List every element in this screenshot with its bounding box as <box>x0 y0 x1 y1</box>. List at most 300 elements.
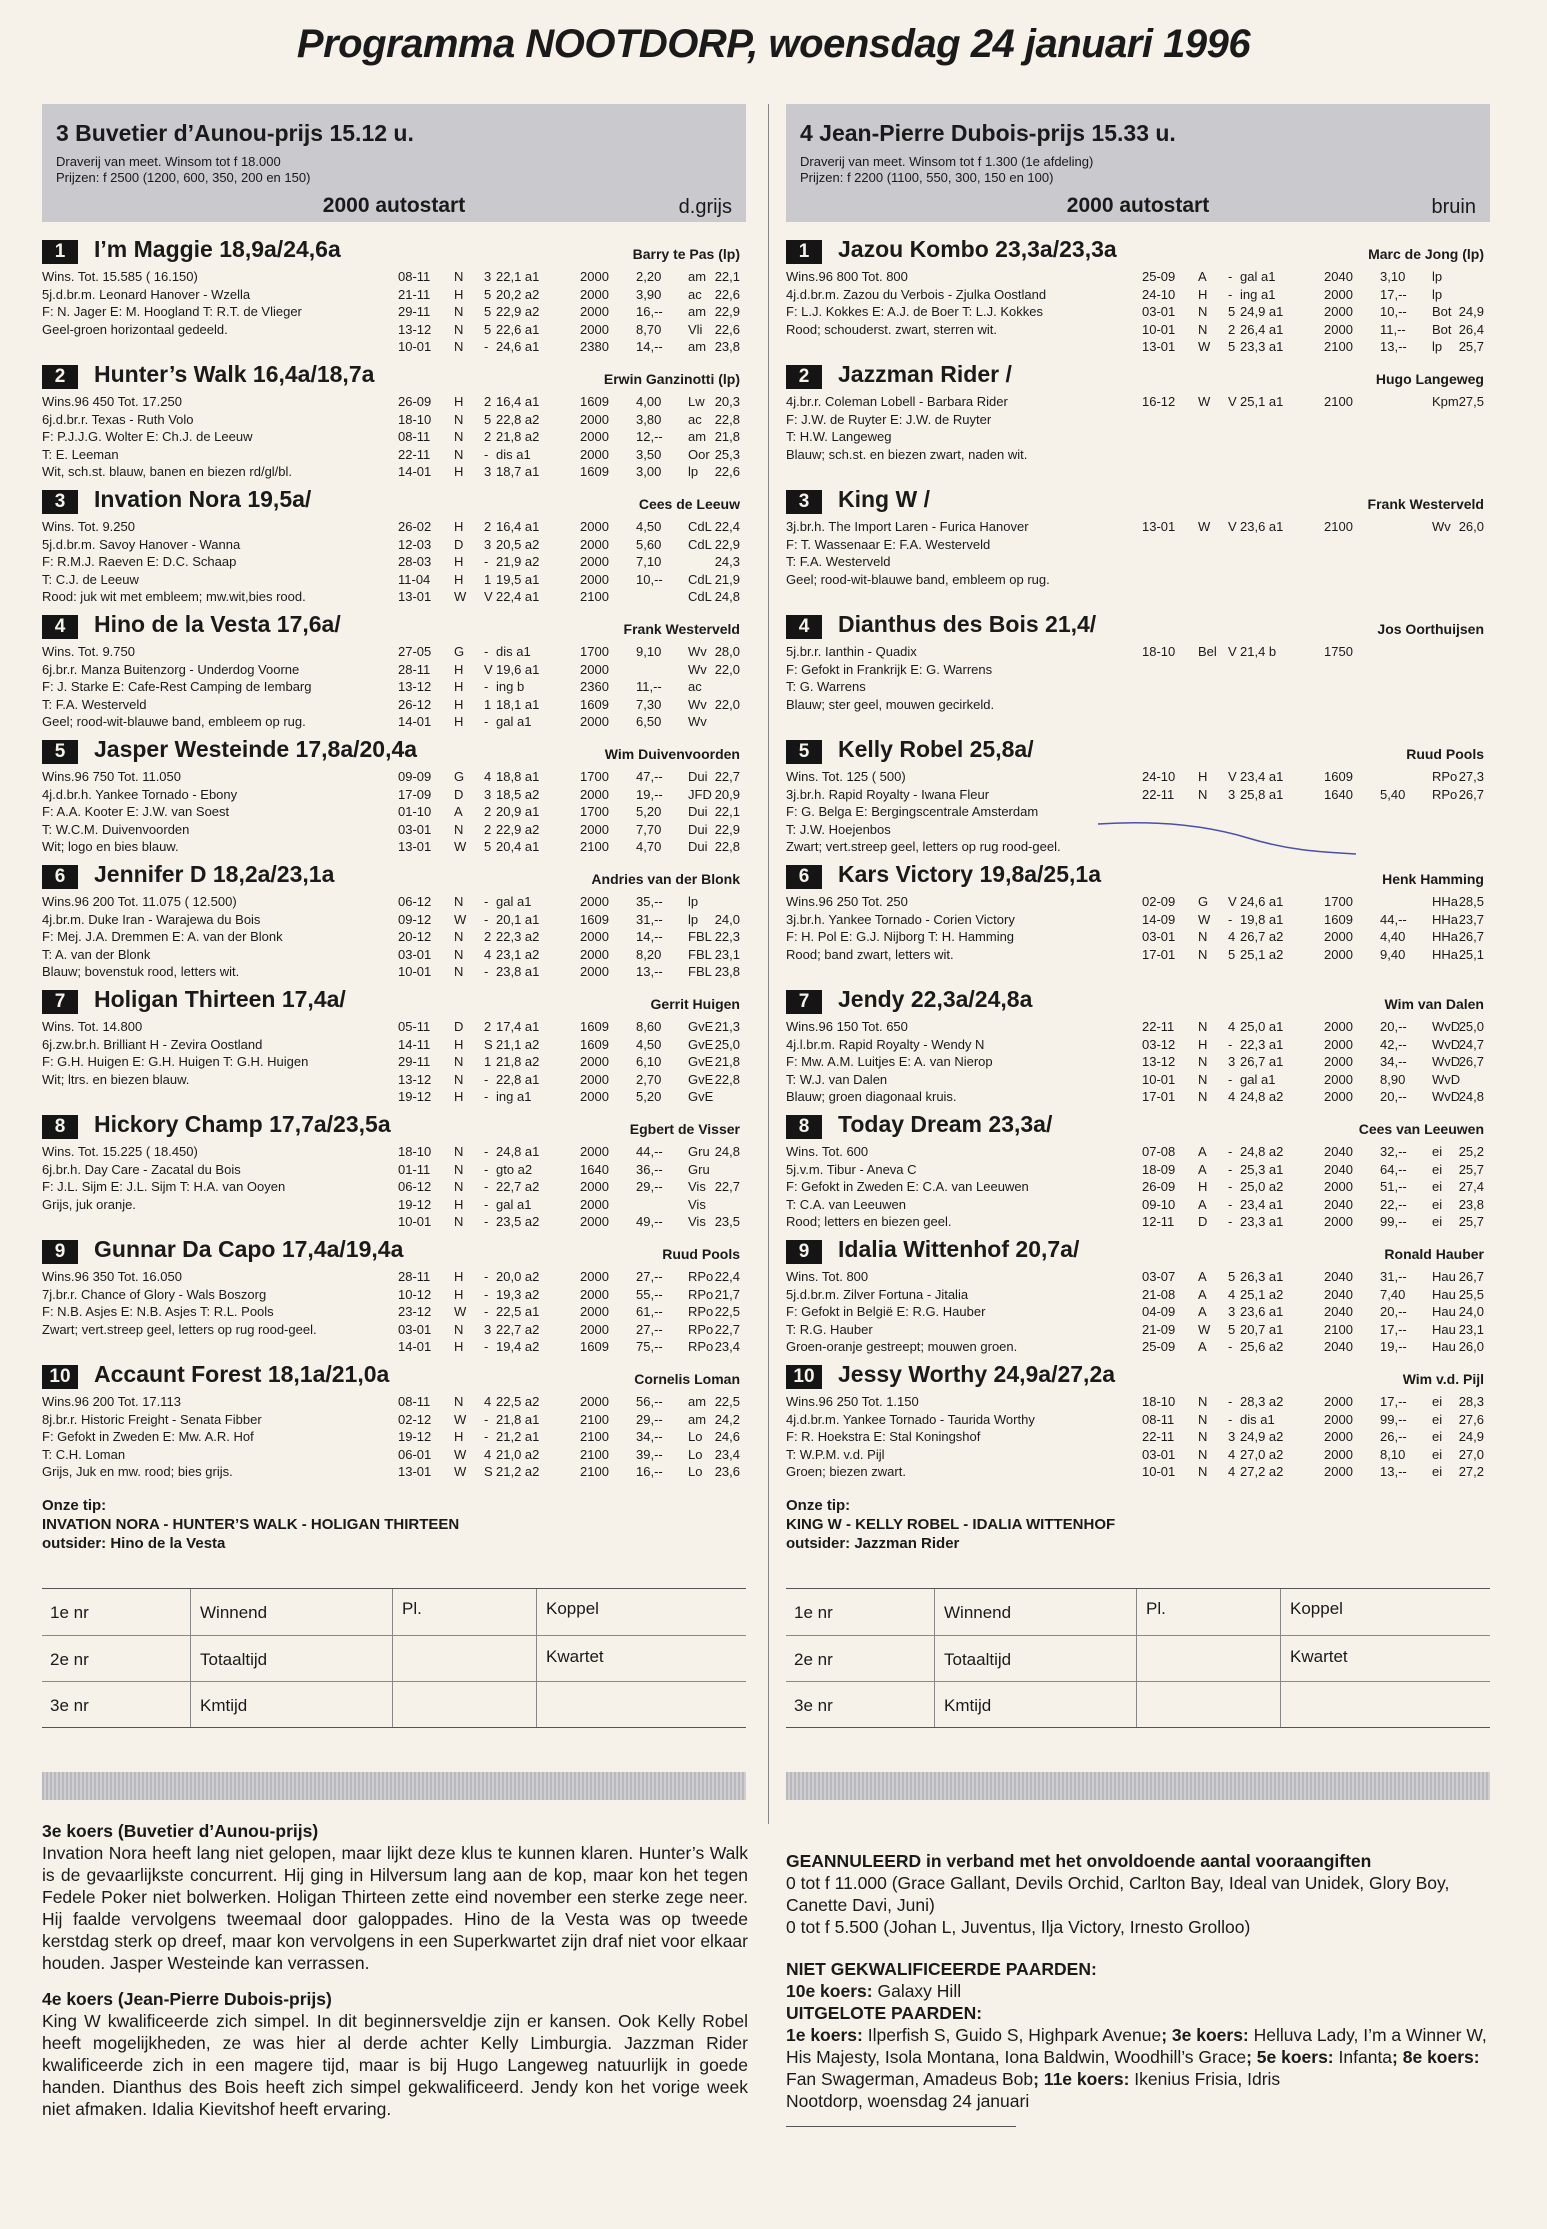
bet-kwartet-label: Kwartet <box>1290 1647 1348 1666</box>
result-cell: 2000 <box>580 1304 609 1320</box>
horse-entry <box>42 861 746 986</box>
horse-info-line: Wins.96 750 Tot. 11.050 <box>42 769 182 784</box>
horse-name: Jazou Kombo 23,3a/23,3a <box>838 236 1117 262</box>
result-cell: 04-09 <box>1142 1304 1176 1320</box>
result-cell: 2040 <box>1324 1144 1353 1159</box>
result-cell: 23,8 a1 <box>496 964 540 980</box>
result-row <box>398 661 746 679</box>
result-row <box>398 713 746 731</box>
result-row <box>398 303 746 321</box>
horse-info-line: Wins. Tot. 15.225 ( 18.450) <box>42 1144 198 1159</box>
horse-info-line: Wins.96 250 Tot. 250 <box>786 894 908 909</box>
horse-info <box>786 1393 1146 1481</box>
result-row <box>398 893 746 911</box>
past-results <box>398 1393 746 1481</box>
result-cell: 2000 <box>1324 1071 1353 1087</box>
result-cell: - <box>484 679 489 695</box>
result-cell: am <box>688 339 707 355</box>
horse-info-line: Wins. Tot. 800 <box>786 1269 869 1284</box>
result-cell: 2000 <box>580 1071 609 1087</box>
result-cell: 1 <box>484 571 492 587</box>
race-description-line: Prijzen: f 2500 (1200, 600, 350, 200 en 150) <box>56 170 311 185</box>
result-cell: W <box>1198 911 1211 927</box>
horse-info-line: T: W.P.M. v.d. Pijl <box>786 1446 885 1462</box>
tip-label: Onze tip: <box>786 1497 851 1514</box>
result-cell: 2100 <box>580 1446 609 1462</box>
result-cell: 26-09 <box>398 394 432 409</box>
result-cell: 20-12 <box>398 929 432 945</box>
result-cell: - <box>1228 1161 1233 1177</box>
bet-row <box>42 1589 746 1635</box>
result-cell: 26,3 a1 <box>1240 1269 1284 1284</box>
horse-info <box>786 518 1146 588</box>
result-cell: W <box>1198 519 1211 534</box>
result-cell: 2380 <box>580 339 609 355</box>
result-cell: gal a1 <box>496 1196 532 1212</box>
result-cell: - <box>484 1071 489 1087</box>
result-cell: 3 <box>484 1321 492 1337</box>
horse-info-line: F: Gefokt in België E: R.G. Hauber <box>786 1304 986 1320</box>
footer-rule <box>786 2126 1016 2127</box>
result-cell: 22,9 <box>714 536 740 552</box>
result-cell: 2000 <box>580 1286 609 1302</box>
result-row <box>1142 928 1490 946</box>
result-row <box>1142 1446 1490 1464</box>
horse-header <box>42 861 746 891</box>
result-cell: 09-12 <box>398 911 432 927</box>
driver-name: Marc de Jong (lp) <box>1368 246 1484 262</box>
result-cell: N <box>454 411 464 427</box>
result-cell: HHa <box>1432 911 1459 927</box>
horse-info <box>42 518 402 606</box>
result-cell: CdL <box>688 589 712 605</box>
result-cell: 25,8 a1 <box>1240 786 1284 802</box>
past-results <box>398 518 746 606</box>
horse-name: Idalia Wittenhof 20,7a/ <box>838 1236 1080 1262</box>
past-results <box>1142 1143 1490 1231</box>
result-cell: H <box>454 519 464 534</box>
result-cell: 1609 <box>580 911 609 927</box>
result-cell: - <box>1228 1394 1233 1409</box>
driver-name: Ruud Pools <box>662 1246 740 1262</box>
result-cell: 19-12 <box>398 1089 432 1105</box>
result-cell: 27,3 <box>1458 769 1484 784</box>
result-cell: - <box>484 644 489 659</box>
result-cell: - <box>484 1304 489 1320</box>
result-row <box>398 1393 746 1411</box>
result-cell: 22,9 <box>714 304 740 320</box>
bet-position-label: 1e nr <box>50 1603 89 1622</box>
result-cell: 18,1 a1 <box>496 696 540 712</box>
result-cell: H <box>1198 1036 1208 1052</box>
result-cell: 24-10 <box>1142 769 1176 784</box>
result-row <box>398 963 746 981</box>
result-cell: Wv <box>688 661 707 677</box>
horse-entry <box>42 986 746 1111</box>
result-cell: 22-11 <box>398 446 431 462</box>
result-row <box>398 1321 746 1339</box>
result-cell: - <box>484 1089 489 1105</box>
result-cell: 21,9 a2 <box>496 554 540 570</box>
horse-info <box>786 643 1146 713</box>
result-cell: 8,90 <box>1380 1071 1406 1087</box>
result-cell: 2000 <box>1324 286 1353 302</box>
result-cell: ac <box>688 286 702 302</box>
tip-label: Onze tip: <box>42 1497 107 1514</box>
horse-info-line: T: W.C.M. Duivenvoorden <box>42 821 190 837</box>
result-cell: 08-11 <box>398 269 431 284</box>
horse-info-line: Wit, sch.st. blauw, banen en biezen rd/gl/bl. <box>42 464 293 480</box>
result-cell: WvD <box>1432 1019 1461 1034</box>
horse-entry <box>42 486 746 611</box>
result-row <box>398 1018 746 1036</box>
result-cell: W <box>1198 339 1211 355</box>
driver-name: Ruud Pools <box>1406 746 1484 762</box>
horse-number: 7 <box>786 990 822 1014</box>
result-cell: W <box>454 1304 467 1320</box>
horse-info-line: Geel; rood-wit-blauwe band, embleem op rug. <box>42 714 306 730</box>
result-cell: 03-01 <box>1142 1446 1176 1462</box>
result-cell: 2100 <box>580 589 609 605</box>
result-cell: 22,7 <box>714 769 740 784</box>
result-cell: - <box>484 1196 489 1212</box>
past-results <box>398 643 746 731</box>
race-description <box>800 154 1093 186</box>
driver-name: Ronald Hauber <box>1384 1246 1484 1262</box>
result-cell: ac <box>688 679 702 695</box>
result-cell: 6,10 <box>636 1054 662 1070</box>
result-cell: 26-09 <box>1142 1179 1176 1195</box>
result-cell: 22,3 <box>714 929 740 945</box>
result-cell: - <box>484 894 489 909</box>
result-cell: 2000 <box>580 1321 609 1337</box>
result-cell: 18-10 <box>398 411 432 427</box>
result-cell: Hau <box>1432 1304 1456 1320</box>
result-row <box>398 1411 746 1429</box>
bet-column-line <box>1136 1589 1137 1727</box>
result-cell: 26,-- <box>1380 1429 1407 1445</box>
result-row <box>398 1036 746 1054</box>
result-cell: 47,-- <box>636 769 663 784</box>
result-cell: 25,3 <box>714 446 740 462</box>
result-cell: - <box>484 714 489 730</box>
horse-name: Jennifer D 18,2a/23,1a <box>94 861 335 887</box>
result-cell: 25,0 <box>1458 1019 1484 1034</box>
result-cell: 26,7 <box>1458 1269 1484 1284</box>
result-cell: H <box>454 1269 464 1284</box>
past-results <box>1142 393 1490 411</box>
result-cell: A <box>1198 1196 1207 1212</box>
horse-name: Jazzman Rider / <box>838 361 1012 387</box>
result-cell: 10-01 <box>1142 321 1176 337</box>
horse-header <box>786 361 1490 391</box>
bet-position-label: 1e nr <box>794 1603 833 1622</box>
past-results <box>1142 893 1490 963</box>
result-cell: 2000 <box>580 429 609 445</box>
result-cell: 13-01 <box>398 1464 432 1480</box>
result-cell: 08-11 <box>398 429 431 445</box>
result-cell: 42,-- <box>1380 1036 1407 1052</box>
result-cell: Wv <box>1432 519 1451 534</box>
result-cell: 06-01 <box>398 1446 432 1462</box>
result-row <box>1142 911 1490 929</box>
result-row <box>398 1268 746 1286</box>
race-1-label: 1e koers: <box>786 2025 863 2045</box>
result-cell: RPo <box>1432 786 1458 802</box>
result-cell: Hau <box>1432 1269 1456 1284</box>
result-cell: 3 <box>484 536 492 552</box>
horse-number: 4 <box>786 615 822 639</box>
result-cell: - <box>1228 1036 1233 1052</box>
result-cell: FBL <box>688 946 712 962</box>
horse-name: Today Dream 23,3a/ <box>838 1111 1053 1137</box>
result-cell: Gru <box>688 1144 710 1159</box>
horse-info-line: Rood; band zwart, letters wit. <box>786 946 954 962</box>
result-cell: - <box>1228 269 1233 284</box>
result-cell: 21,2 a2 <box>496 1464 540 1480</box>
result-cell: 2,20 <box>636 269 662 284</box>
horse-name: Hino de la Vesta 17,6a/ <box>94 611 341 637</box>
commentary <box>42 1820 748 2120</box>
result-cell: ing a1 <box>1240 286 1276 302</box>
result-cell: 10-01 <box>398 1214 432 1230</box>
result-cell: - <box>484 1429 489 1445</box>
result-cell: 21,0 a2 <box>496 1446 540 1462</box>
result-row <box>1142 1428 1490 1446</box>
result-cell: 02-12 <box>398 1411 432 1427</box>
result-cell: 21,4 b <box>1240 644 1277 659</box>
result-cell: 4 <box>1228 1446 1236 1462</box>
horse-info-line: Groen-oranje gestreept; mouwen groen. <box>786 1339 1018 1355</box>
result-cell: 5 <box>1228 1269 1236 1284</box>
result-row <box>1142 643 1490 661</box>
horse-info-line: T: J.W. Hoejenbos <box>786 821 891 837</box>
result-row <box>1142 1196 1490 1214</box>
horse-number: 2 <box>786 365 822 389</box>
result-cell: D <box>454 1019 464 1034</box>
result-cell: H <box>454 679 464 695</box>
result-cell: 23,8 <box>714 339 740 355</box>
horse-header <box>786 986 1490 1016</box>
pen-stroke <box>1098 816 1358 856</box>
result-cell: 20,-- <box>1380 1089 1407 1105</box>
bet-field-label: Winnend <box>200 1603 268 1622</box>
result-cell: 7,30 <box>636 696 662 712</box>
result-cell: 4,50 <box>636 1036 662 1052</box>
horse-info-line: T: F.A. Westerveld <box>786 554 891 570</box>
result-cell: 20,1 a1 <box>496 911 540 927</box>
result-cell: 20,0 a2 <box>496 1269 540 1284</box>
result-cell: 3 <box>1228 1054 1236 1070</box>
result-cell: 13-01 <box>398 839 432 855</box>
result-cell: 21,7 <box>714 1286 740 1302</box>
result-cell: 2000 <box>1324 1036 1353 1052</box>
horse-info-line: F: L.J. Kokkes E: A.J. de Boer T: L.J. Kokkes <box>786 304 1043 320</box>
result-cell: 20,9 <box>714 786 740 802</box>
result-cell: 2000 <box>580 321 609 337</box>
result-cell: 18,7 a1 <box>496 464 540 480</box>
horse-info-line: F: P.J.J.G. Wolter E: Ch.J. de Leeuw <box>42 429 253 445</box>
result-cell: H <box>454 1429 464 1445</box>
result-cell: 3,90 <box>636 286 662 302</box>
result-cell: 24,9 a2 <box>1240 1429 1284 1445</box>
result-cell: H <box>454 696 464 712</box>
result-cell: 28,3 <box>1458 1394 1484 1409</box>
horse-info-line: 6j.br.r. Manza Buitenzorg - Underdog Voorne <box>42 661 300 677</box>
result-cell: - <box>1228 1196 1233 1212</box>
result-cell: S <box>484 1464 493 1480</box>
commentary-text-4: King W kwalificeerde zich simpel. In dit beginnersveldje zijn er kansen. Ook Kelly Robel heeft mogelijkheden, ze was hier al derde achter Kelly Limburgia. Jazzman Rider kwalificeerde zich in een magere tijd, maar is bij Hugo Langeweg natuurlijk in goede handen. Dianthus des Bois heeft zich simpel gekwalificeerd. Jendy kon het vorige week niet afmaken. Idalia Kievitshof heeft ervaring. <box>42 2011 748 2119</box>
driver-name: Cees van Leeuwen <box>1358 1121 1484 1137</box>
result-cell: 7,40 <box>1380 1286 1406 1302</box>
horse-entry <box>42 736 746 861</box>
result-row <box>1142 1053 1490 1071</box>
result-cell: Dui <box>688 804 708 820</box>
driver-name: Andries van der Blonk <box>591 871 740 887</box>
result-cell: 20,-- <box>1380 1019 1407 1034</box>
race-title: 3 Buvetier d’Aunou-prijs 15.12 u. <box>56 120 414 146</box>
result-cell: 24,8 <box>714 1144 740 1159</box>
result-cell: W <box>454 911 467 927</box>
bet-row <box>786 1589 1490 1635</box>
driver-name: Erwin Ganzinotti (lp) <box>603 371 740 387</box>
result-cell: 22,0 <box>714 696 740 712</box>
result-cell: 27,-- <box>636 1321 663 1337</box>
geannuleerd-heading: GEANNULEERD in verband met het onvoldoende aantal vooraangiften <box>786 1851 1372 1871</box>
result-cell: V <box>1228 519 1237 534</box>
result-cell: - <box>1228 1071 1233 1087</box>
result-cell: G <box>454 769 465 784</box>
geannuleerd-line-2: 0 tot f 5.500 (Johan L, Juventus, Ilja Victory, Irnesto Grolloo) <box>786 1917 1251 1937</box>
horse-number: 10 <box>42 1365 78 1389</box>
result-cell: 11-04 <box>398 571 431 587</box>
horse-header <box>42 1111 746 1141</box>
result-cell: RPo <box>688 1286 714 1302</box>
result-cell: 1609 <box>580 1019 609 1034</box>
result-cell: 07-08 <box>1142 1144 1176 1159</box>
result-cell: 25,3 a1 <box>1240 1161 1284 1177</box>
result-row <box>398 1196 746 1214</box>
bet-column-line <box>536 1589 537 1727</box>
result-cell: Hau <box>1432 1286 1456 1302</box>
result-cell: 21,2 a1 <box>496 1429 540 1445</box>
result-cell: 27,6 <box>1458 1411 1484 1427</box>
horse-info-line: F: Gefokt in Zweden E: Mw. A.R. Hof <box>42 1429 254 1445</box>
result-cell: 3 <box>484 464 492 480</box>
result-row <box>1142 1303 1490 1321</box>
result-cell: 61,-- <box>636 1304 663 1320</box>
horse-info-line: F: G. Belga E: Bergingscentrale Amsterdam <box>786 804 1039 820</box>
driver-name: Frank Westerveld <box>623 621 740 637</box>
horse-info-line: Rood: juk wit met embleem; mw.wit,bies rood. <box>42 589 306 605</box>
horse-header <box>786 1361 1490 1391</box>
result-row <box>398 536 746 554</box>
horse-header <box>42 236 746 266</box>
footer-line: Nootdorp, woensdag 24 januari <box>786 2091 1030 2111</box>
result-cell: 23,7 <box>1458 911 1484 927</box>
result-cell: N <box>454 1179 464 1195</box>
result-cell: 4 <box>1228 1286 1236 1302</box>
horse-info-line: Wins. Tot. 15.585 ( 16.150) <box>42 269 198 284</box>
result-cell: Lw <box>688 394 705 409</box>
geannuleerd-line-1: 0 tot f 11.000 (Grace Gallant, Devils Orchid, Carlton Bay, Ideal van Unidek, Glory Boy, Canette Davi, Juni) <box>786 1873 1450 1915</box>
result-cell: 03-01 <box>398 946 432 962</box>
commentary-text-3: Invation Nora heeft lang niet gelopen, maar lijkt deze klus te kunnen klaren. Hunter’s Walk is de gevaarlijkste concurrent. Hij ging in Hilversum lang aan de kop, maar kon het tegen Fedele Poker niet bolwerken. Holigan Thirteen zette eind november een sterke zege neer. Hij faalde vervolgens tweemaal door galoppades. Hino de la Vesta was op tweede kerstdag sterk op dreef, maar kon vervolgens in een Superkwartet zijn draf niet voor elkaar houden. Jasper Westeinde kan verrassen. <box>42 1843 748 1973</box>
bet-form <box>786 1588 1490 1728</box>
result-row <box>398 838 746 856</box>
result-cell: 23,4 a1 <box>1240 1196 1284 1212</box>
horse-info-line: Wins. Tot. 125 ( 500) <box>786 769 906 784</box>
result-cell: 27,5 <box>1458 394 1484 409</box>
result-cell: ac <box>688 411 702 427</box>
commentary-heading-3: 3e koers (Buvetier d’Aunou-prijs) <box>42 1821 319 1841</box>
result-cell: lp <box>688 911 699 927</box>
niet-gekwalificeerd-heading: NIET GEKWALIFICEERDE PAARDEN: <box>786 1959 1097 1979</box>
result-cell: 26,7 a1 <box>1240 1054 1284 1070</box>
notices <box>786 1850 1500 2127</box>
result-cell: 5 <box>1228 946 1236 962</box>
result-cell: H <box>454 464 464 480</box>
result-row <box>398 1286 746 1304</box>
result-cell: W <box>454 589 467 605</box>
result-cell: N <box>454 1071 464 1087</box>
result-cell: 2100 <box>580 839 609 855</box>
bet-row <box>42 1681 746 1728</box>
result-cell: 17-01 <box>1142 1089 1176 1105</box>
result-cell: 08-11 <box>398 1394 431 1409</box>
past-results <box>1142 1018 1490 1106</box>
result-cell: 10-01 <box>398 339 432 355</box>
result-cell: 23,4 <box>714 1339 740 1355</box>
result-cell: 1609 <box>580 394 609 409</box>
horse-info-line: T: E. Leeman <box>42 446 119 462</box>
horse-info-line: 3j.br.h. Yankee Tornado - Corien Victory <box>786 911 1015 927</box>
result-cell: 1700 <box>580 644 609 659</box>
result-cell: 99,-- <box>1380 1411 1407 1427</box>
horse-info-line: T: A. van der Blonk <box>42 946 151 962</box>
result-cell: 23,8 <box>714 964 740 980</box>
result-row <box>398 428 746 446</box>
result-cell: 2000 <box>580 411 609 427</box>
result-row <box>1142 1463 1490 1481</box>
result-cell: G <box>1198 894 1209 909</box>
commentary-heading-4: 4e koers (Jean-Pierre Dubois-prijs) <box>42 1989 332 2009</box>
horse-entry <box>786 361 1490 486</box>
result-cell: 25,7 <box>1458 1161 1484 1177</box>
result-cell: 12-03 <box>398 536 432 552</box>
result-row <box>398 696 746 714</box>
uitgelote-list: 1e koers: Ilperfish S, Guido S, Highpark Avenue; 3e koers: Helluva Lady, I’m a Winner W, His Majesty, Isola Montana, Iona Baldwin, Woodhill’s Grace; 5e koers: Infanta; 8e koers: Fan Swagerman, Amadeus Bob; 11e koers: Ikenius Frisia, Idris <box>786 2025 1487 2089</box>
result-cell: ei <box>1432 1464 1443 1480</box>
result-cell: ei <box>1432 1394 1443 1409</box>
result-cell: 01-11 <box>398 1161 431 1177</box>
result-cell: 5 <box>484 286 492 302</box>
horse-entry <box>786 1361 1490 1486</box>
result-cell: 22,6 <box>714 464 740 480</box>
bet-koppel-label: Koppel <box>546 1599 599 1618</box>
result-cell: FBL <box>688 964 712 980</box>
horse-header <box>786 611 1490 641</box>
horse-entry <box>786 1111 1490 1236</box>
result-cell: N <box>454 269 464 284</box>
koppel-divider <box>536 1635 746 1636</box>
horse-name: Dianthus des Bois 21,4/ <box>838 611 1097 637</box>
result-cell: 2040 <box>1324 1286 1353 1302</box>
horse-entry <box>42 1236 746 1361</box>
horse-info-line: F: H. Pol E: G.J. Nijborg T: H. Hamming <box>786 929 1015 945</box>
result-cell: 2000 <box>580 786 609 802</box>
result-cell: H <box>454 1286 464 1302</box>
